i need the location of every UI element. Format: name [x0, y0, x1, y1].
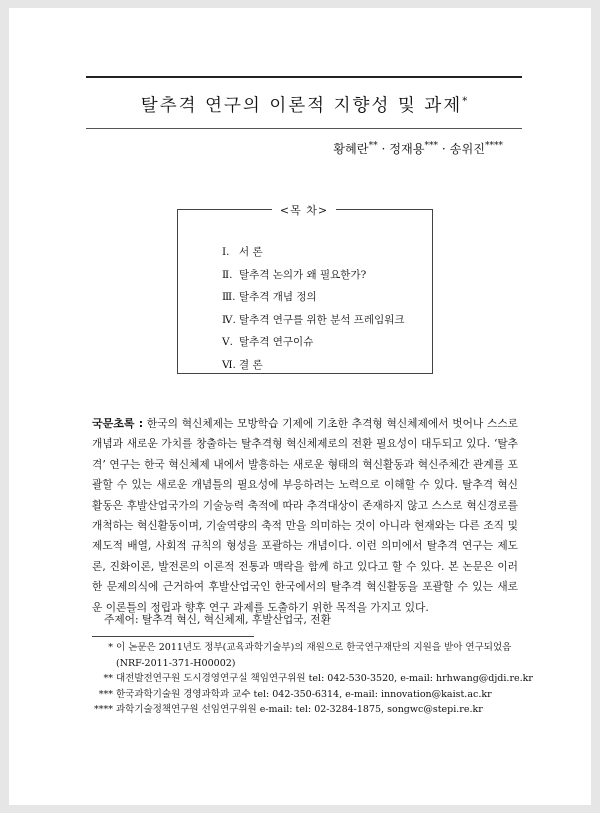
toc-item: [222, 357, 405, 380]
author-separator: ·: [377, 142, 390, 156]
footnote: [92, 671, 532, 687]
keywords: 주제어: 탈추격 혁신, 혁신체제, 후발산업국, 전환: [104, 613, 331, 626]
footnote: [92, 640, 532, 671]
footnote-rule: [92, 636, 254, 637]
korean-abstract: [92, 414, 518, 618]
title-top-rule: [86, 76, 522, 78]
author-marker: ***: [424, 140, 439, 151]
footnote-text: 이 논문은 2011년도 정부(교육과학기술부)의 재원으로 한국연구재단의 지원을 받아 연구되었음(NRF-2011-371-H00002): [116, 642, 512, 669]
author-marker: ****: [485, 140, 503, 151]
toc-item: [222, 289, 405, 312]
toc-item-number: Ⅳ.: [222, 313, 236, 326]
toc-heading: <목 차>: [272, 202, 336, 218]
footnote: [92, 687, 532, 703]
toc-item-label: 서 론: [239, 246, 263, 258]
toc-item-label: 탈추격 개념 정의: [239, 291, 317, 304]
author-name: 송위진: [449, 142, 485, 156]
footnote-text: 대전발전연구원 도시경영연구실 책임연구위원 tel: 042-530-3520, e-mail: hrhwang@djdi.re.kr: [116, 673, 533, 685]
toc-item-number: Ⅲ.: [222, 291, 236, 304]
footnote-marker: ***: [98, 688, 113, 700]
abstract-text: 한국의 혁신체제는 모방학습 기제에 기초한 추격형 혁신체제에서 벗어나 스스로 개념과 새로운 가치를 창출하는 탈추격형 혁신체제로의 전환 필요성이 대두되고 있다. ‘탈추격’ 연구는 한국 혁신체제 내에서 발흥하는 새로운 형태의 혁신활동과 혁신주체간 관계를 포괄할 수 있는 새로운 개념틀의 필요성에 부응하려는 노력으로 이해할 수 있다. 탈추격 혁신활동은 후발산업국가의 기술능력 축적에 따라 추격대상이 존재하지 않고 스스로 혁신경로를 개척하는 혁신활동이며, 기술역량의 축적 만을 의미하는 것이 아니라 현재와는 다른 조직 및 제도적 배열, 사회적 규칙의 형성을 포괄하는 개념이다. 이런 의미에서 탈추격 연구는 제도론, 진화이론, 발전론의 이론적 전통과 맥락을 함께 하고 있다고 할 수 있다. 본 논문은 이러한 문제의식에 근거하여 후발산업국인 한국에서의 탈추격 혁신활동을 포괄할 수 있는 새로운 이론틀의 정립과 향후 연구 과제를 도출하기 위한 목적을 가지고 있다.: [92, 417, 519, 614]
footnote-marker: ****: [94, 704, 113, 716]
paper-title: [86, 92, 522, 117]
toc-item: [222, 312, 405, 335]
toc-item-label: 탈추격 연구를 위한 분석 프레임워크: [239, 313, 405, 326]
toc-item-label: 탈추격 논의가 왜 필요한가?: [239, 268, 367, 281]
toc-item-number: Ⅵ.: [222, 358, 236, 371]
title-bottom-rule: [86, 128, 522, 129]
toc-item: [222, 334, 405, 357]
footnote-text: 과학기술정책연구원 선임연구위원 e-mail: tel: 02-3284-1875, songwc@stepi.re.kr: [116, 704, 483, 716]
toc-item-number: Ⅴ.: [222, 336, 233, 349]
toc-item-number: Ⅱ.: [222, 268, 233, 281]
author-marker: **: [368, 140, 378, 151]
footnote-marker: **: [103, 673, 113, 685]
footnote: [92, 702, 532, 718]
toc-item-number: Ⅰ.: [222, 246, 230, 258]
abstract-label: 국문초록 :: [92, 417, 144, 430]
author-line: [333, 140, 503, 157]
toc-item-label: 탈추격 연구이슈: [239, 336, 314, 349]
title-footnote-marker: *: [462, 96, 468, 108]
toc-item: [222, 244, 405, 267]
footnote-text: 한국과학기술원 경영과학과 교수 tel: 042-350-6314, e-mail: innovation@kaist.ac.kr: [116, 688, 492, 700]
toc-item-label: 결 론: [239, 358, 263, 371]
toc-item: [222, 267, 405, 290]
paper-page: [9, 8, 591, 805]
author-name: 정재용: [389, 142, 425, 156]
paper-title-text: 탈추격 연구의 이론적 지향성 및 과제: [140, 96, 463, 116]
author-separator: ·: [438, 142, 450, 156]
footnote-marker: *: [108, 642, 113, 653]
footnotes: [92, 640, 532, 718]
toc-list: [222, 244, 405, 380]
author-name: 황혜란: [333, 142, 369, 156]
